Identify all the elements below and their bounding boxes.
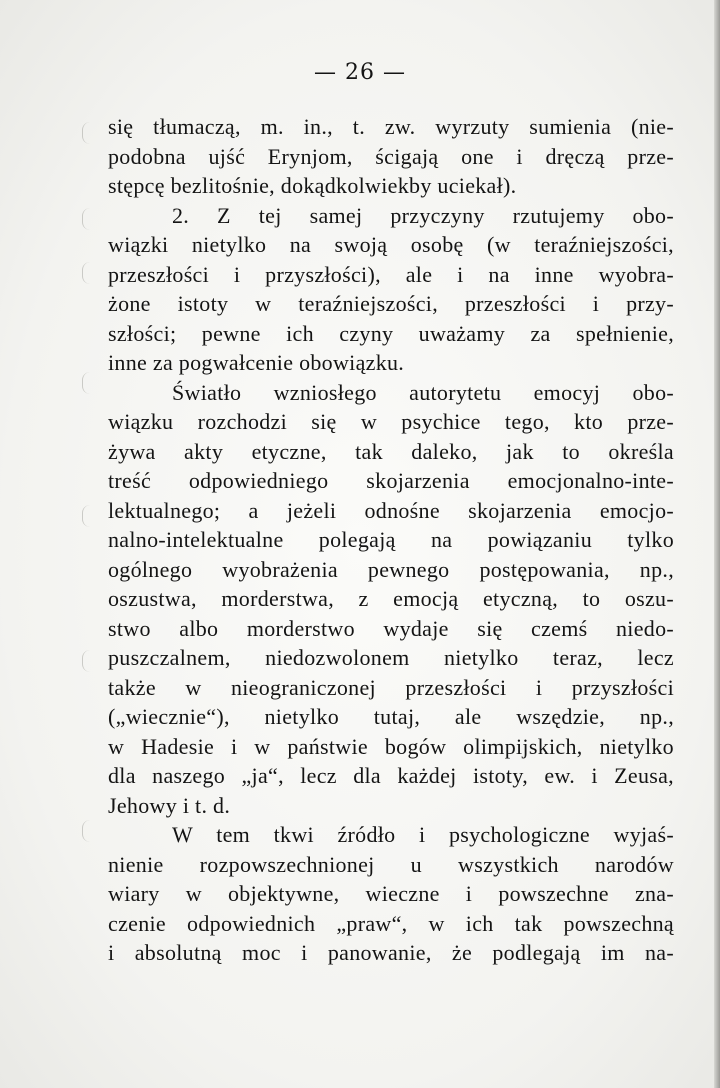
text-line: inne za pogwałcenie obowiązku. [108,350,405,375]
margin-pencil-mark [82,820,97,842]
text-line: dla naszego „ja“, lecz dla każdej istoty, ew. i Zeusa, [108,763,674,788]
text-line: lektualnego; a jeżeli odnośne skojarzenia emocjo- [108,497,674,523]
body-text [108,112,674,968]
text-line: oszustwa, morderstwa, z emocją etyczną, to oszu- [108,586,674,611]
margin-pencil-mark [82,650,97,672]
text-line: czenie odpowiednich „praw“, w ich tak powszechną [108,910,674,936]
text-line: wiary w objektywne, wieczne i powszechne zna- [108,881,674,906]
text-line: się tłumaczą, m. in., t. zw. wyrzuty sumienia (nie- [108,114,674,139]
text-line: stępcę bezlitośnie, dokądkolwiekby uciekał). [108,173,517,198]
margin-pencil-mark [82,122,97,144]
text-line: 2. Z tej samej przyczyny rzutujemy obo- [172,202,674,228]
text-line: wiązki nietylko na swoją osobę (w teraźniejszości, [108,232,674,257]
text-line: w Hadesie i w państwie bogów olimpijskich, nietylko [108,733,674,759]
text-line: wiązku rozchodzi się w psychice tego, kto prze- [108,409,674,434]
page-number: — 26 — [314,60,406,85]
text-line: przeszłości i przyszłości), ale i na inne wyobra- [108,261,674,287]
text-line: („wiecznie“), nietylko tutaj, ale wszędzie, np., [108,704,674,729]
margin-pencil-mark [82,208,97,230]
text-line: ogólnego wyobrażenia pewnego postępowania, np., [108,556,674,582]
text-line: także w nieograniczonej przeszłości i przyszłości [108,674,674,700]
text-line: żone istoty w teraźniejszości, przeszłości i przy- [108,291,674,316]
text-line: szłości; pewne ich czyny uważamy za spełnienie, [108,320,674,346]
text-line: nienie rozpowszechnionej u wszystkich narodów [108,851,674,877]
text-line: żywa akty etyczne, tak daleko, jak to określa [108,438,674,464]
text-line: Światło wzniosłego autorytetu emocyj obo- [172,379,674,405]
text-line: i absolutną moc i panowanie, że podlegają im na- [108,940,674,965]
text-line: podobna ujść Erynjom, ścigają one i dręczą prze- [108,143,674,169]
text-line: nalno-intelektualne polegają na powiązaniu tylko [108,527,674,552]
text-line: W tem tkwi źródło i psychologiczne wyjaś- [172,822,674,847]
page-edge [714,0,720,1088]
margin-pencil-mark [82,505,97,527]
margin-pencil-mark [82,262,97,284]
text-line: treść odpowiedniego skojarzenia emocjonalno-inte- [108,468,674,493]
text-line: puszczalnem, niedozwolonem nietylko teraz, lecz [108,645,674,670]
margin-pencil-mark [82,372,97,394]
text-line: stwo albo morderstwo wydaje się czemś niedo- [108,615,674,641]
text-line: Jehowy i t. d. [108,792,231,818]
